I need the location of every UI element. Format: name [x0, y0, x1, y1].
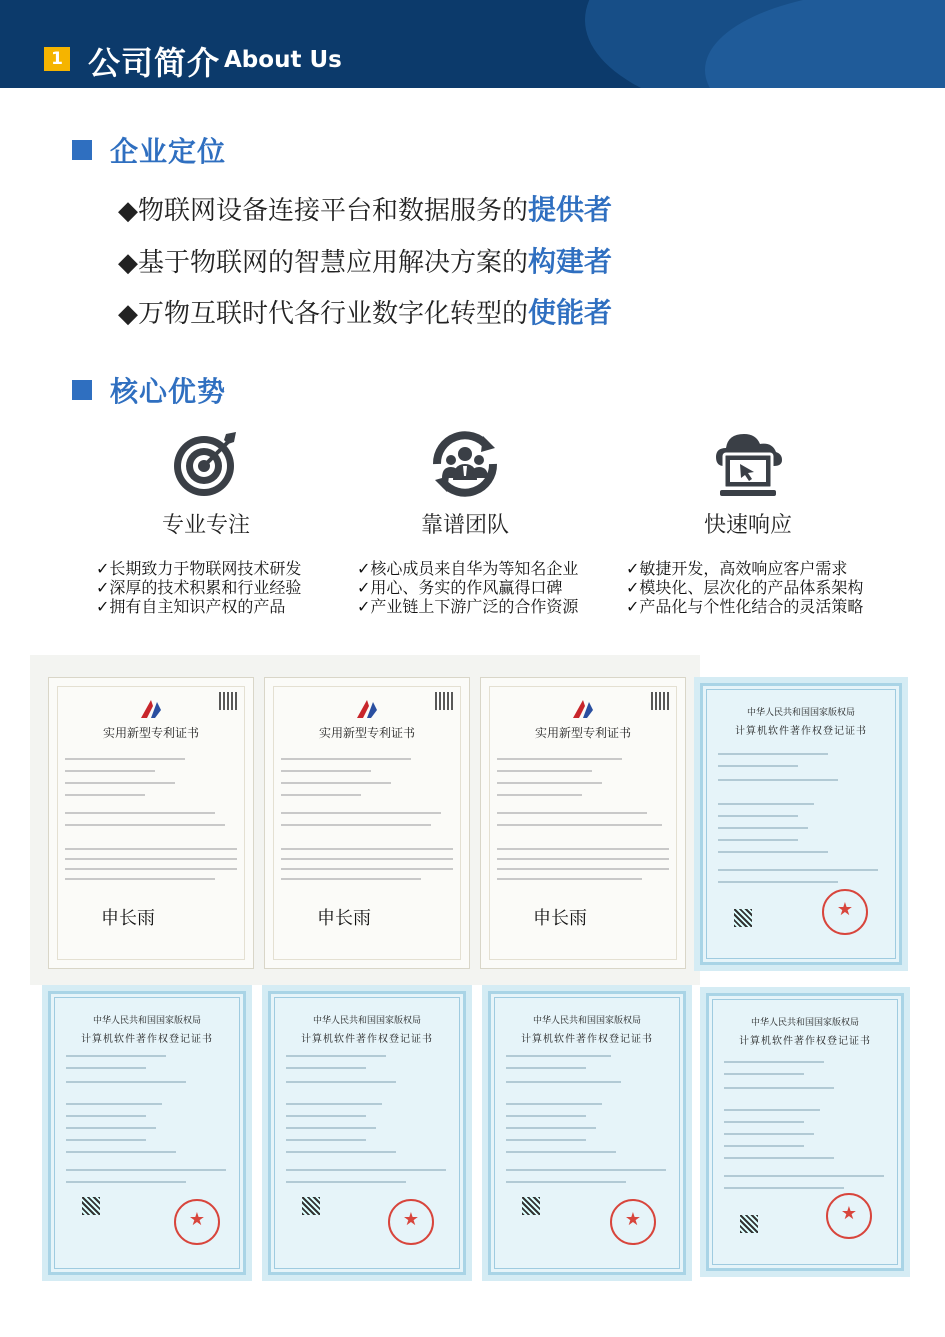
patent-office-logo-icon — [569, 698, 597, 720]
qr-code-icon — [219, 692, 237, 710]
patent-signature: 申长雨 — [101, 908, 155, 929]
positioning-item-text: ◆基于物联网的智慧应用解决方案的 — [118, 248, 528, 278]
qr-code-icon — [734, 909, 752, 927]
patent-certificate-title: 实用新型专利证书 — [102, 726, 199, 740]
patent-certificate — [48, 677, 254, 969]
page-title: 公司简介 — [88, 44, 221, 82]
advantage-point: ✓模块化、层次化的产品体系架构 — [626, 578, 864, 597]
qr-code-icon — [435, 692, 453, 710]
team-icon — [427, 426, 503, 502]
advantage-point: ✓产业链上下游广泛的合作资源 — [357, 597, 579, 616]
patent-certificate-title: 实用新型专利证书 — [534, 726, 631, 740]
certificates-gallery — [30, 655, 915, 1295]
software-certificate-org: 中华人民共和国国家版权局 — [532, 1016, 641, 1026]
qr-code-icon — [522, 1197, 540, 1215]
advantage-title: 专业专注 — [161, 513, 250, 538]
advantage-point: ✓核心成员来自华为等知名企业 — [357, 559, 579, 578]
page-header — [0, 0, 945, 88]
software-certificate-org: 中华人民共和国国家版权局 — [746, 708, 855, 718]
cloud-computer-icon — [710, 426, 786, 502]
advantage-title: 快速响应 — [703, 513, 792, 538]
advantage-column-professional — [56, 426, 356, 616]
software-copyright-certificate — [482, 985, 692, 1281]
positioning-item-text: ◆物联网设备连接平台和数据服务的 — [118, 196, 528, 226]
heading-square-icon — [72, 380, 92, 400]
patent-signature: 申长雨 — [533, 908, 587, 929]
advantage-point: ✓用心、务实的作风赢得口碑 — [357, 578, 563, 597]
positioning-heading-text: 企业定位 — [110, 135, 227, 168]
patent-certificate-title: 实用新型专利证书 — [318, 726, 415, 740]
advantages-heading-text: 核心优势 — [110, 375, 227, 408]
advantage-point: ✓拥有自主知识产权的产品 — [96, 597, 286, 616]
software-copyright-certificate — [42, 985, 252, 1281]
software-certificate-title: 计算机软件著作权登记证书 — [301, 1034, 433, 1045]
positioning-item-emphasis: 提供者 — [528, 193, 613, 226]
advantage-point: ✓敏捷开发，高效响应客户需求 — [626, 559, 848, 578]
software-certificate-title: 计算机软件著作权登记证书 — [521, 1034, 653, 1045]
section-number-badge: 1 — [44, 47, 70, 71]
positioning-item — [118, 291, 612, 331]
software-copyright-certificate — [694, 677, 908, 971]
official-seal-icon: ★ — [826, 1193, 872, 1239]
software-certificate-title: 计算机软件著作权登记证书 — [735, 726, 867, 737]
advantage-column-response — [598, 426, 898, 616]
positioning-item-text: ◆万物互联时代各行业数字化转型的 — [118, 299, 528, 329]
positioning-heading — [72, 130, 226, 170]
software-certificate-title: 计算机软件著作权登记证书 — [739, 1036, 871, 1047]
advantage-column-team — [315, 426, 615, 616]
official-seal-icon: ★ — [822, 889, 868, 935]
advantages-heading — [72, 370, 226, 410]
advantage-title: 靠谱团队 — [420, 513, 509, 538]
qr-code-icon — [302, 1197, 320, 1215]
patent-signature: 申长雨 — [317, 908, 371, 929]
patent-office-logo-icon — [137, 698, 165, 720]
qr-code-icon — [82, 1197, 100, 1215]
advantage-point: ✓产品化与个性化结合的灵活策略 — [626, 597, 864, 616]
advantage-point: ✓长期致力于物联网技术研发 — [96, 559, 302, 578]
software-certificate-org: 中华人民共和国国家版权局 — [750, 1018, 859, 1028]
software-certificate-title: 计算机软件著作权登记证书 — [81, 1034, 213, 1045]
heading-square-icon — [72, 140, 92, 160]
positioning-item — [118, 188, 612, 228]
patent-certificate — [264, 677, 470, 969]
patent-certificate — [480, 677, 686, 969]
positioning-item — [118, 240, 612, 280]
official-seal-icon: ★ — [610, 1199, 656, 1245]
qr-code-icon — [740, 1215, 758, 1233]
positioning-item-emphasis: 构建者 — [528, 245, 613, 278]
software-certificate-org: 中华人民共和国国家版权局 — [312, 1016, 421, 1026]
official-seal-icon: ★ — [174, 1199, 220, 1245]
patent-office-logo-icon — [353, 698, 381, 720]
advantage-point: ✓深厚的技术积累和行业经验 — [96, 578, 302, 597]
software-copyright-certificate — [700, 987, 910, 1277]
target-icon — [168, 426, 244, 502]
positioning-item-emphasis: 使能者 — [528, 296, 613, 329]
official-seal-icon: ★ — [388, 1199, 434, 1245]
qr-code-icon — [651, 692, 669, 710]
page-title-english: About Us — [224, 47, 342, 73]
software-copyright-certificate — [262, 985, 472, 1281]
software-certificate-org: 中华人民共和国国家版权局 — [92, 1016, 201, 1026]
